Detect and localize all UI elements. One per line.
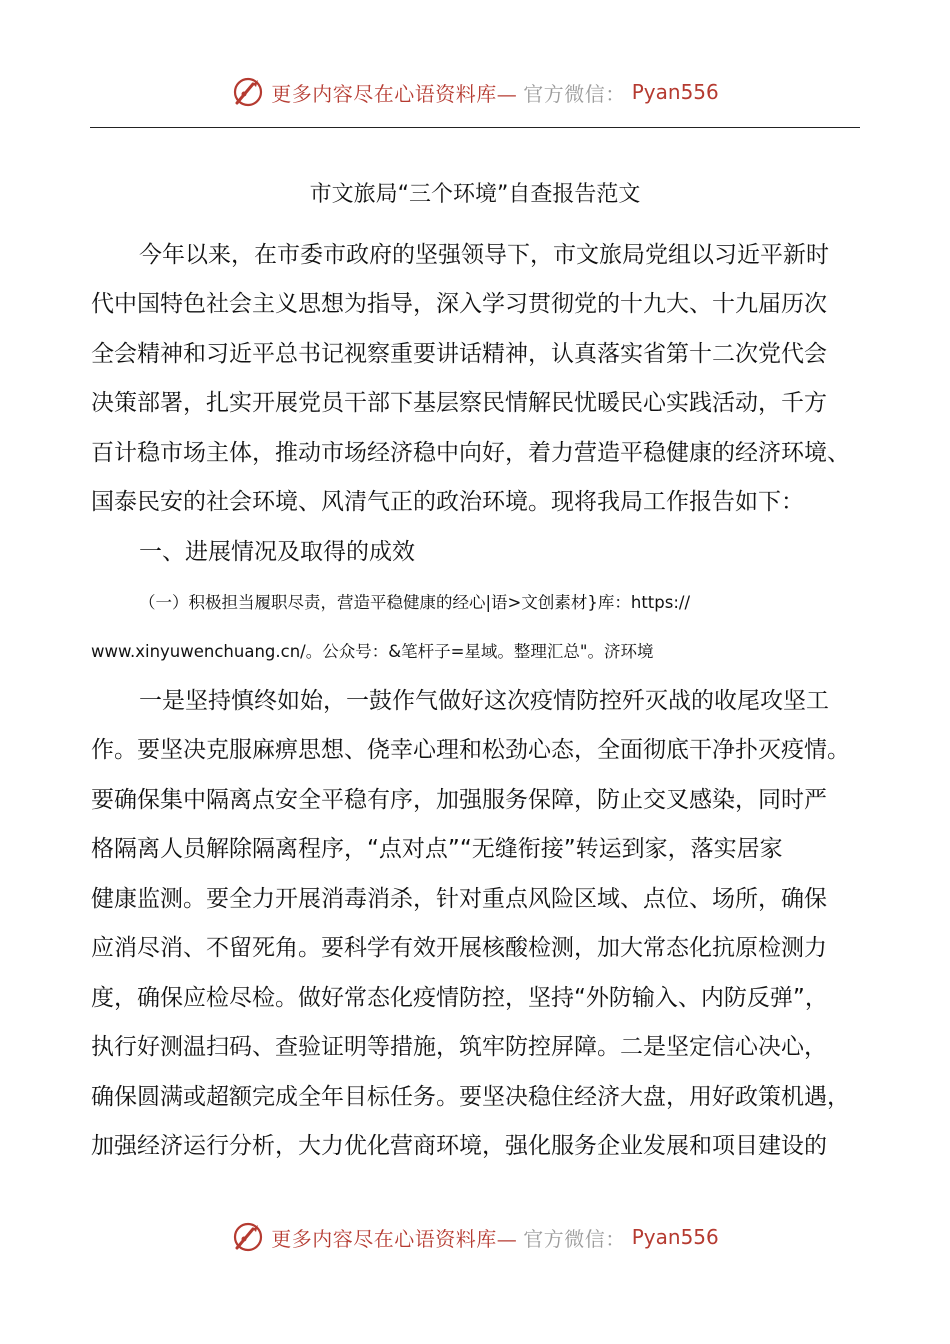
- subsection-heading-continued: www.xinyuwenchuang.cn/。公众号：&笔杆子=星域。整理汇总"。济环境: [91, 642, 654, 661]
- paragraph-line: 格隔离人员解除隔离程序，“点对点”“无缝衔接”转运到家，落实居家: [91, 836, 783, 862]
- paragraph-line: 百计稳市场主体，推动市场经济稳中向好，着力营造平稳健康的经济环境、: [91, 440, 850, 466]
- paragraph-line: 执行好测温扫码、查验证明等措施，筑牢防控屏障。二是坚定信心决心，: [91, 1034, 827, 1060]
- footer-banner: [0, 1217, 950, 1257]
- pen-logo-icon: [231, 1220, 265, 1254]
- paragraph-line: 作。要坚决克服麻痹思想、侥幸心理和松劲心态，全面彻底干净扑灭疫情。: [91, 737, 850, 763]
- wechat-id: Pyan556: [631, 80, 719, 104]
- wechat-id: Pyan556: [631, 1225, 719, 1249]
- section-heading: 一、进展情况及取得的成效: [139, 539, 415, 565]
- paragraph-line: 健康监测。要全力开展消毒消杀，针对重点风险区域、点位、场所，确保: [91, 886, 827, 912]
- paragraph-line: 度，确保应检尽检。做好常态化疫情防控，坚持“外防输入、内防反弹”，: [91, 985, 828, 1011]
- header-divider: [90, 127, 860, 128]
- promo-text: 更多内容尽在心语资料库—: [271, 1226, 518, 1251]
- paragraph-line: 一是坚持慎终如始，一鼓作气做好这次疫情防控歼灭战的收尾攻坚工: [139, 688, 829, 714]
- wechat-label: 官方微信：: [523, 81, 626, 106]
- wechat-label: 官方微信：: [523, 1226, 626, 1251]
- paragraph-line: 应消尽消、不留死角。要科学有效开展核酸检测，加大常态化抗原检测力: [91, 935, 827, 961]
- paragraph-line: 今年以来，在市委市政府的坚强领导下，市文旅局党组以习近平新时: [139, 242, 829, 268]
- paragraph-line: 国泰民安的社会环境、风清气正的政治环境。现将我局工作报告如下：: [91, 489, 804, 515]
- paragraph-line: 确保圆满或超额完成全年目标任务。要坚决稳住经济大盘，用好政策机遇，: [91, 1084, 850, 1110]
- paragraph-line: 决策部署，扎实开展党员干部下基层察民情解民忧暖民心实践活动，千方: [91, 390, 827, 416]
- paragraph-line: 全会精神和习近平总书记视察重要讲话精神，认真落实省第十二次党代会: [91, 341, 827, 367]
- document-title: 市文旅局“三个环境”自查报告范文: [309, 182, 641, 207]
- paragraph-line: 加强经济运行分析，大力优化营商环境，强化服务企业发展和项目建设的: [91, 1133, 827, 1159]
- promo-text: 更多内容尽在心语资料库—: [271, 81, 518, 106]
- pen-logo-icon: [231, 75, 265, 109]
- paragraph-line: 要确保集中隔离点安全平稳有序，加强服务保障，防止交叉感染，同时严: [91, 787, 827, 813]
- paragraph-line: 代中国特色社会主义思想为指导，深入学习贯彻党的十九大、十九届历次: [91, 291, 827, 317]
- subsection-heading: （一）积极担当履职尽责，营造平稳健康的经心|语>文创素材}库：https://: [139, 593, 691, 612]
- header-banner: [0, 72, 950, 112]
